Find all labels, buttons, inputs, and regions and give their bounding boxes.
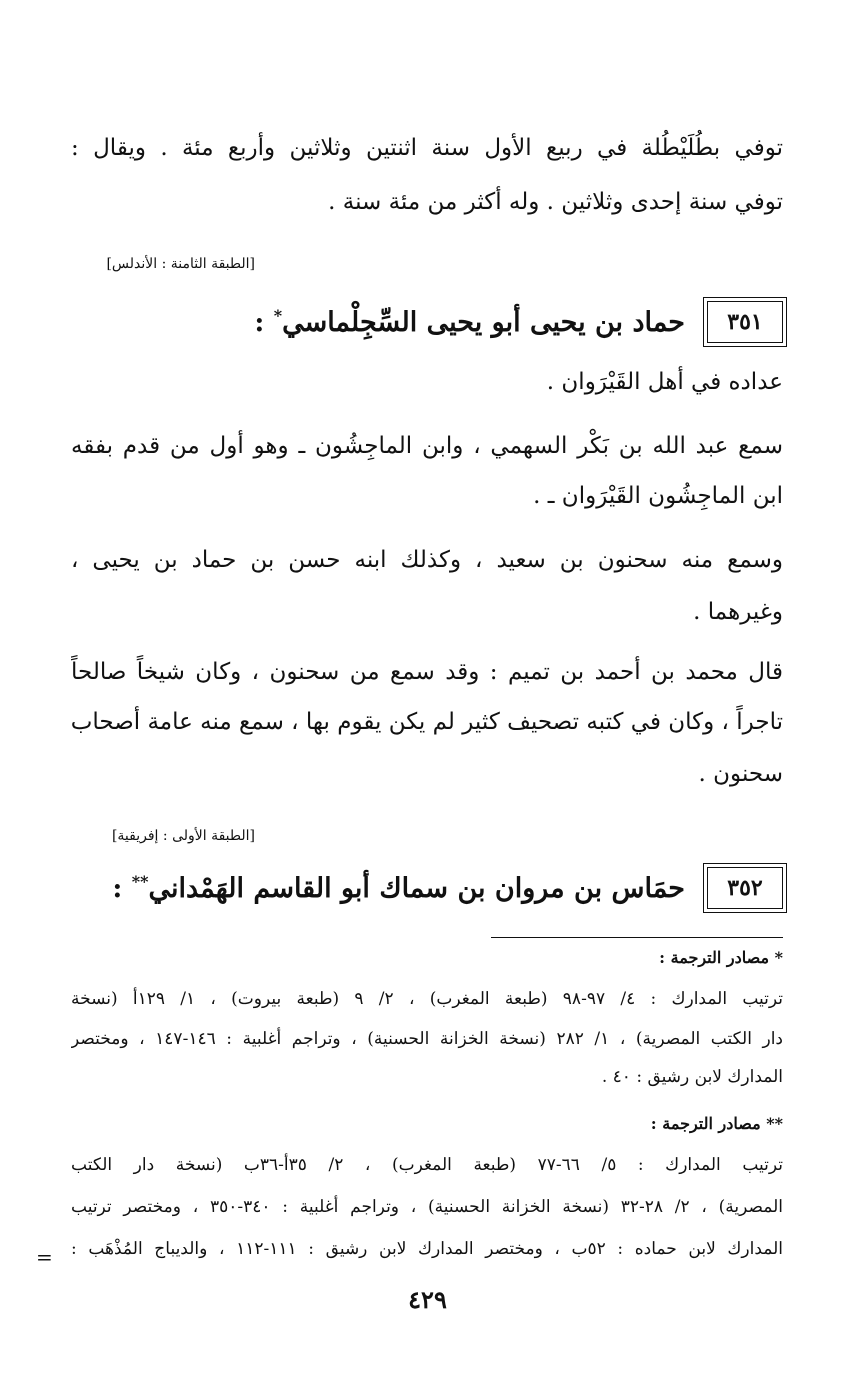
entry-351-colon: : (254, 307, 265, 338)
entry-352-title (112, 872, 685, 904)
entry-351-line-2: سمع عبد الله بن بَكْر السهمي ، وابن الماجِشُون ـ وهو أول من قدم بفقه (71, 433, 783, 459)
footnote-continuation-mark: = (36, 1245, 53, 1269)
entry-351-number: ٣٥١ (707, 301, 783, 343)
entry-351-heading (63, 296, 783, 348)
footnote-2-line-2: المصرية) ، ٢/ ٢٨-٣٢ (نسخة الخزانة الحسنية) ، وتراجم أغلبية : ٣٤٠-٣٥٠ ، ومختصر ترتيب (71, 1197, 783, 1217)
entry-352-number: ٣٥٢ (707, 867, 783, 909)
entry-351-title-text: حماد بن يحيى أبو يحيى السِّجِلْماسي (282, 307, 685, 338)
entry-352-tag: [الطبقة الأولى : إفريقية] (111, 828, 255, 844)
entry-351-footnote-mark: * (273, 306, 283, 325)
entry-351-line-3: ابن الماجِشُون القَيْرَوان ـ . (533, 483, 783, 509)
footnote-2-line-1: ترتيب المدارك : ٥/ ٦٦-٧٧ (طبعة المغرب) ، ٢/ ٣٥أ-٣٦ب (نسخة دار الكتب (71, 1155, 783, 1175)
entry-352-title-text: حمَاس بن مروان بن سماك أبو القاسم الهَمْداني (148, 873, 685, 904)
entry-351-title (254, 306, 685, 338)
intro-line-2: توفي سنة إحدى وثلاثين . وله أكثر من مئة سنة . (328, 189, 783, 215)
footnote-1-line-3: المدارك لابن رشيق : ٤٠ . (601, 1067, 783, 1087)
entry-351-line-7: تاجراً ، وكان في كتبه تصحيف كثير لم يكن يقوم بها ، سمع منه عامة أصحاب (71, 709, 783, 735)
entry-351-line-6: قال محمد بن أحمد بن تميم : وقد سمع من سحنون ، وكان شيخاً صالحاً (71, 659, 783, 685)
entry-351-line-4: وسمع منه سحنون بن سعيد ، وكذلك ابنه حسن بن حماد بن يحيى ، (71, 547, 783, 573)
footnote-1-line-2: دار الكتب المصرية) ، ١/ ٢٨٢ (نسخة الخزانة الحسنية) ، وتراجم أغلبية : ١٤٦-١٤٧ ، ومختصر (71, 1029, 783, 1049)
entry-352-footnote-mark: ** (131, 872, 149, 891)
footnote-2-line-3: المدارك لابن حماده : ٥٢ب ، ومختصر المدارك لابن رشيق : ١١١-١١٢ ، والديباج المُذْهَب : (71, 1239, 783, 1259)
entry-352-heading (63, 862, 783, 914)
entry-351-tag: [الطبقة الثامنة : الأندلس] (106, 256, 255, 272)
entry-351-line-5: وغيرهما . (693, 599, 783, 625)
entry-351-line-1: عداده في أهل القَيْرَوان . (546, 369, 783, 395)
entry-352-colon: : (112, 873, 123, 904)
footnote-2-heading: ** مصادر الترجمة : (650, 1114, 783, 1133)
footnote-1-heading: * مصادر الترجمة : (659, 948, 783, 967)
footnote-1-line-1: ترتيب المدارك : ٤/ ٩٧-٩٨ (طبعة المغرب) ، ٢/ ٩ (طبعة بيروت) ، ١/ ١٢٩أ (نسخة (71, 989, 783, 1009)
entry-351-line-8: سحنون . (698, 761, 783, 787)
page-number: ٤٢٩ (408, 1285, 447, 1314)
intro-line-1: توفي بطُلَيْطُلة في ربيع الأول سنة اثنتين وثلاثين وأربع مئة . ويقال : (71, 135, 783, 161)
footnote-separator (491, 937, 783, 938)
